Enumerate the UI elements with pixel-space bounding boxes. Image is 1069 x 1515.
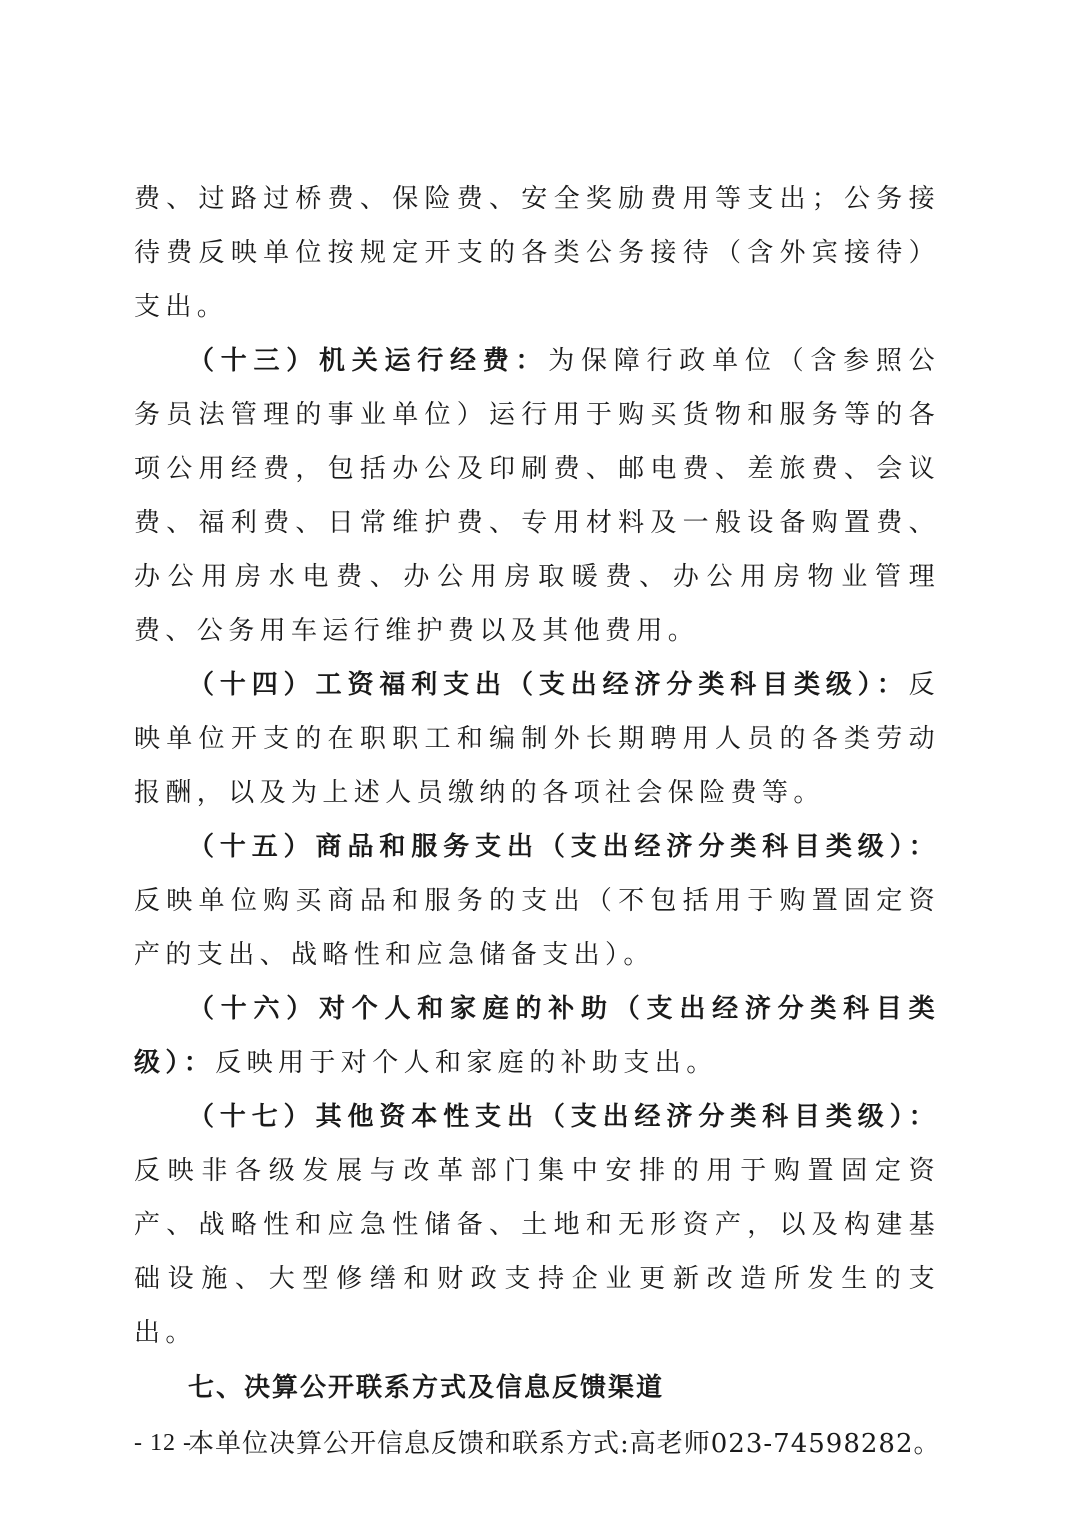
paragraph-text: 费、过路过桥费、保险费、安全奖励费用等支出；公务接待费反映单位按规定开支的各类公务接待（含外宾接待）支出。 [134,184,940,322]
paragraph-item-15 [134,820,940,982]
term-label: （十七）其他资本性支出（支出经济分类科目类级）： [188,1102,940,1132]
paragraph-text: 为保障行政单位（含参照公务员法管理的事业单位）运行用于购买货物和服务等的各项公用经费，包括办公及印刷费、邮电费、差旅费、会议费、福利费、日常维护费、专用材料及一般设备购置费、办公用房水电费、办公用房取暖费、办公用房物业管理费、公务用车运行维护费以及其他费用。 [134,346,940,646]
paragraph-continued [134,172,940,334]
paragraph-item-14 [134,658,940,820]
page-number: - 12 - [134,1430,192,1456]
term-label: （十四）工资福利支出（支出经济分类科目类级）： [188,670,909,700]
paragraph-text: 反映用于对个人和家庭的补助支出。 [215,1048,718,1078]
term-label: （十三）机关运行经费： [188,346,549,376]
paragraph-item-17 [134,1090,940,1360]
paragraph-text: 反映单位开支的在职职工和编制外长期聘用人员的各类劳动报酬，以及为上述人员缴纳的各项社会保险费等。 [134,670,940,808]
term-label: （十六）对个人和家庭的补助（支出经济分类科目类级）： [134,994,940,1078]
paragraph-item-13 [134,334,940,658]
contact-info: 本单位决算公开信息反馈和联系方式:高老师023-74598282。 [188,1429,941,1459]
document-body [134,172,940,1472]
paragraph-text: 反映非各级发展与改革部门集中安排的用于购置固定资产、战略性和应急性储备、土地和无形资产，以及构建基础设施、大型修缮和财政支持企业更新改造所发生的支出。 [134,1156,940,1348]
paragraph-item-16 [134,982,940,1090]
term-label: （十五）商品和服务支出（支出经济分类科目类级）： [188,832,940,862]
section-heading: 七、决算公开联系方式及信息反馈渠道 [188,1373,665,1403]
paragraph-text: 反映单位购买商品和服务的支出（不包括用于购置固定资产的支出、战略性和应急储备支出）。 [134,886,940,970]
